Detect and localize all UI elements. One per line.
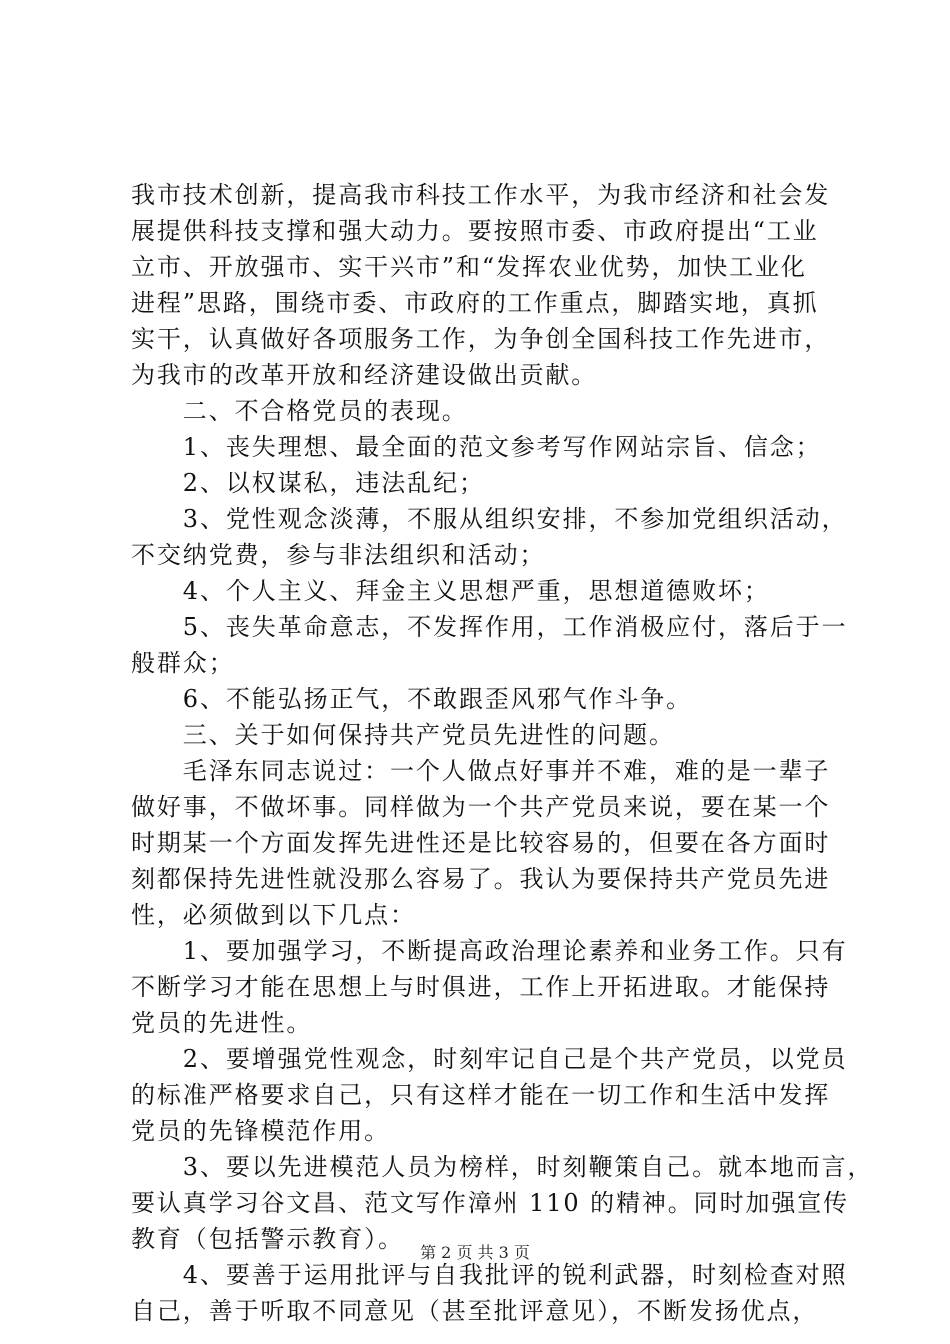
text-line: 1、丧失理想、最全面的范文参考写作网站宗旨、信念； — [131, 433, 822, 461]
text-line: 不断学习才能在思想上与时俱进，工作上开拓进取。才能保持 — [131, 973, 831, 1001]
text-line: 教育（包括警示教育）。 — [131, 1225, 404, 1253]
text-line: 3、要以先进模范人员为榜样，时刻鞭策自己。就本地而言， — [131, 1153, 874, 1181]
text-line: 4、个人主义、拜金主义思想严重，思想道德败坏； — [131, 577, 770, 605]
text-line: 3、党性观念淡薄，不服从组织安排，不参加党组织活动， — [131, 505, 848, 533]
text-line: 我市技术创新，提高我市科技工作水平，为我市经济和社会发 — [131, 181, 831, 209]
text-line: 要认真学习谷文昌、范文写作漳州 110 的精神。同时加强宣传 — [131, 1189, 850, 1217]
text-line: 的标准严格要求自己，只有这样才能在一切工作和生活中发挥 — [131, 1081, 831, 1109]
document-body — [131, 177, 874, 1329]
text-line: 立市、开放强市、实干兴市”和“发挥农业优势，加快工业化 — [131, 253, 807, 281]
text-line: 性，必须做到以下几点： — [131, 901, 416, 929]
text-line: 4、要善于运用批评与自我批评的锐利武器，时刻检查对照 — [131, 1261, 848, 1289]
text-line: 做好事，不做坏事。同样做为一个共产党员来说，要在某一个 — [131, 793, 831, 821]
text-line: 般群众； — [131, 649, 235, 677]
text-line: 三、关于如何保持共产党员先进性的问题。 — [131, 721, 675, 749]
text-line: 不交纳党费，参与非法组织和活动； — [131, 541, 546, 569]
text-line: 6、不能弘扬正气，不敢跟歪风邪气作斗争。 — [131, 685, 693, 713]
page-footer: 第 2 页 共 3 页 — [420, 1243, 530, 1262]
text-line: 党员的先锋模范作用。 — [131, 1117, 390, 1145]
text-line: 党员的先进性。 — [131, 1009, 313, 1037]
text-line: 实干，认真做好各项服务工作，为争创全国科技工作先进市， — [131, 325, 831, 353]
text-line: 二、不合格党员的表现。 — [131, 397, 468, 425]
text-line: 2、以权谋私，违法乱纪； — [131, 469, 485, 497]
text-line: 展提供科技支撑和强大动力。要按照市委、市政府提出“工业 — [131, 217, 819, 245]
text-line: 自己，善于听取不同意见（甚至批评意见），不断发扬优点， — [131, 1297, 819, 1325]
text-line: 为我市的改革开放和经济建设做出贡献。 — [131, 361, 598, 389]
text-line: 5、丧失革命意志，不发挥作用，工作消极应付，落后于一 — [131, 613, 848, 641]
text-line: 时期某一个方面发挥先进性还是比较容易的，但要在各方面时 — [131, 829, 831, 857]
text-line: 1、要加强学习，不断提高政治理论素养和业务工作。只有 — [131, 937, 848, 965]
text-line: 进程”思路，围绕市委、市政府的工作重点，脚踏实地，真抓 — [131, 289, 819, 317]
text-line: 刻都保持先进性就没那么容易了。我认为要保持共产党员先进 — [131, 865, 831, 893]
text-line: 2、要增强党性观念，时刻牢记自己是个共产党员，以党员 — [131, 1045, 848, 1073]
text-line: 毛泽东同志说过：一个人做点好事并不难，难的是一辈子 — [131, 757, 831, 785]
